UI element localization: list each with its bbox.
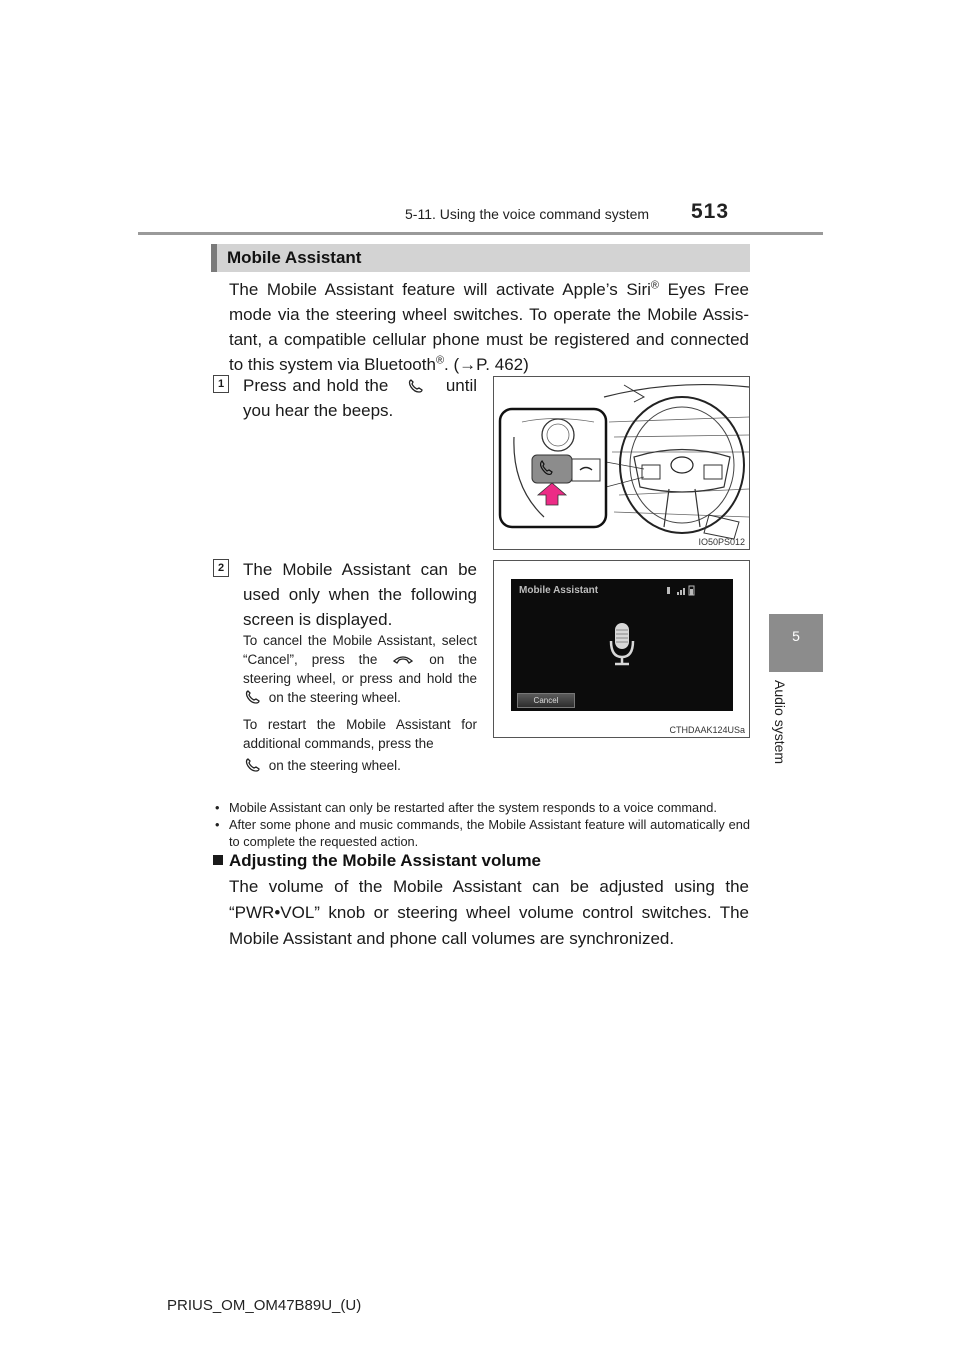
note-item: • Mobile Assistant can only be restarted after the system responds to a voice command. [213,799,750,816]
phone-icon [243,757,265,773]
step-1-marker: 1 [213,375,229,393]
section-header: 5-11. Using the voice command system [405,206,650,222]
microphone-icon [607,621,637,667]
section-title: Mobile Assistant [227,248,362,267]
page-number: 513 [691,200,730,223]
hang-up-icon [391,652,415,666]
restart-instructions: To restart the Mobile Assistant for additional commands, press the [243,717,477,751]
step-1-text: Press and hold the until you hear the beeps. [243,376,478,420]
cancel-instructions: To cancel the Mobile Assistant, select “Cancel”, press the on the steering wheel, or press and hold the on the steering wheel. [243,633,477,705]
notes-list [213,799,750,850]
phone-icon [243,689,265,705]
figure-code-2: CTHDAAK124USa [669,725,745,735]
mobile-assistant-screen-figure [493,560,750,738]
status-icons [665,585,701,597]
screen-title: Mobile Assistant [519,585,599,596]
note-item: • After some phone and music commands, the Mobile Assistant feature will automatically end to complete the requested action. [213,816,750,850]
phone-icon [406,378,428,394]
step-2-marker: 2 [213,559,229,577]
screen-cancel-button[interactable]: Cancel [517,693,575,708]
mobile-assistant-screen [511,579,733,711]
step-2-text: The Mobile Assistant can be used only when the following screen is displayed. [243,560,477,629]
restart-instructions-end: on the steering wheel. [243,756,543,775]
square-bullet-icon [213,855,223,865]
volume-heading: Adjusting the Mobile Assistant volume [213,851,541,871]
footer-code: PRIUS_OM_OM47B89U_(U) [167,1297,362,1314]
steering-wheel-figure [493,376,750,550]
intro-paragraph: The Mobile Assistant feature will activate Apple’s Siri® Eyes Free mode via the steering wheel switches. To operate the Mobile Assis-tant, a compatible cellular phone must be registered and connected to this system via Bluetooth®. (→P. 462) [229,279,749,374]
chapter-label: Audio system [772,680,788,765]
steering-wheel-illustration [494,377,749,549]
figure-code-1: IO50PS012 [698,537,745,547]
section-title-bar [211,244,750,272]
volume-paragraph: The volume of the Mobile Assistant can be adjusted using the “PWR•VOL” knob or steering wheel volume control switches. The Mobile Assistant and phone call volumes are synchronized. [229,877,749,948]
header-rule [138,232,823,235]
chapter-number: 5 [792,628,800,644]
